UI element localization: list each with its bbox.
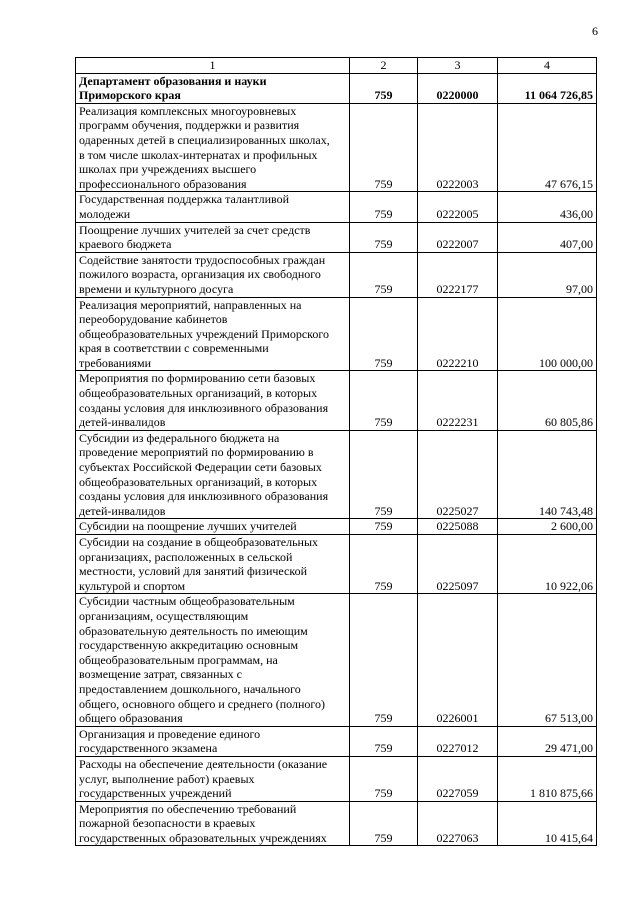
expense-name-cell xyxy=(76,594,350,726)
expense-name-line: профессионального образования xyxy=(79,176,247,191)
department-code-cell: 759 xyxy=(350,192,418,222)
amount-cell: 2 600,00 xyxy=(498,519,597,535)
amount-cell: 10 415,64 xyxy=(498,801,597,846)
expense-name-line: Расходы на обеспечение деятельности (оказание xyxy=(79,756,328,771)
expense-name-line: Мероприятия по формированию сети базовых xyxy=(79,371,316,386)
expense-name-cell xyxy=(76,371,350,430)
department-code-cell: 759 xyxy=(350,430,418,519)
target-article-cell: 0222177 xyxy=(418,252,498,297)
target-article-cell: 0222210 xyxy=(418,297,498,371)
table-body xyxy=(76,73,597,846)
expense-name-cell xyxy=(76,430,350,519)
amount-cell: 47 676,15 xyxy=(498,103,597,192)
expense-name-line: организациям, осуществляющим xyxy=(79,608,249,623)
expense-name-line: Поощрение лучших учителей за счет средств xyxy=(79,222,311,237)
expense-name-line: услуг, выполнение работ) краевых xyxy=(79,771,255,786)
expense-name-cell xyxy=(76,192,350,222)
expense-name-line: Мероприятия по обеспечению требований xyxy=(79,801,297,816)
amount-cell: 1 810 875,66 xyxy=(498,756,597,801)
table-row xyxy=(76,801,597,846)
expense-name-line: государственных образовательных учреждениях xyxy=(79,830,327,845)
expense-name-line: пожарной безопасности в краевых xyxy=(79,816,256,831)
expense-name-line: в том числе школах-интернатах и профильных xyxy=(79,147,318,162)
header-col-1: 1 xyxy=(76,58,350,74)
table-row xyxy=(76,103,597,192)
budget-table xyxy=(75,57,597,846)
expense-name-line: требованиями xyxy=(79,355,152,370)
expense-name-line: государственных учреждений xyxy=(79,786,232,801)
target-article-cell: 0220000 xyxy=(418,73,498,103)
expense-name-cell xyxy=(76,73,350,103)
expense-name-line: Реализация комплексных многоуровневых xyxy=(79,103,297,118)
department-code-cell: 759 xyxy=(350,73,418,103)
expense-name-line: Субсидии частным общеобразовательным xyxy=(79,594,295,609)
expense-name-line: проведение мероприятий по формированию в xyxy=(79,445,314,460)
department-code-cell: 759 xyxy=(350,801,418,846)
amount-cell: 10 922,06 xyxy=(498,535,597,594)
expense-name-line: детей-инвалидов xyxy=(79,503,166,518)
expense-name-line: созданы условия для инклюзивного образования xyxy=(79,489,329,504)
expense-name-line: общеобразовательных организаций, в которых xyxy=(79,386,318,401)
expense-name-line: Реализация мероприятий, направленных на xyxy=(79,297,302,312)
expense-name-line: созданы условия для инклюзивного образования xyxy=(79,400,329,415)
header-col-4: 4 xyxy=(498,58,597,74)
expense-name-line: детей-инвалидов xyxy=(79,415,166,430)
department-code-cell: 759 xyxy=(350,297,418,371)
expense-name-line: Субсидии из федерального бюджета на xyxy=(79,430,280,445)
department-code-cell: 759 xyxy=(350,726,418,756)
expense-name-line: общеобразовательных учреждений Приморского xyxy=(79,326,330,341)
expense-name-line: краевого бюджета xyxy=(79,237,172,252)
header-col-3: 3 xyxy=(418,58,498,74)
expense-name-line: Субсидии на поощрение лучших учителей xyxy=(79,519,297,534)
expense-name-cell xyxy=(76,222,350,252)
target-article-cell: 0225097 xyxy=(418,535,498,594)
table-row xyxy=(76,297,597,371)
expense-name-line: общего образования xyxy=(79,711,183,726)
department-code-cell: 759 xyxy=(350,103,418,192)
expense-name-cell xyxy=(76,535,350,594)
expense-name-line: молодежи xyxy=(79,206,131,221)
department-code-cell: 759 xyxy=(350,371,418,430)
department-code-cell: 759 xyxy=(350,535,418,594)
expense-name-line: Организация и проведение единого xyxy=(79,726,261,741)
expense-name-line: школах при учреждениях высшего xyxy=(79,162,257,177)
expense-name-line: времени и культурного досуга xyxy=(79,281,234,296)
target-article-cell: 0227059 xyxy=(418,756,498,801)
expense-name-cell xyxy=(76,297,350,371)
target-article-cell: 0222231 xyxy=(418,371,498,430)
table-row xyxy=(76,430,597,519)
table-header-row xyxy=(76,58,597,74)
table-row xyxy=(76,726,597,756)
expense-name-cell xyxy=(76,252,350,297)
target-article-cell: 0226001 xyxy=(418,594,498,726)
expense-name-line: Содействие занятости трудоспособных граждан xyxy=(79,252,326,267)
table-row xyxy=(76,252,597,297)
department-code-cell: 759 xyxy=(350,519,418,535)
amount-cell: 60 805,86 xyxy=(498,371,597,430)
department-code-cell: 759 xyxy=(350,756,418,801)
target-article-cell: 0222003 xyxy=(418,103,498,192)
table-row xyxy=(76,519,597,535)
expense-name-line: государственную аккредитацию основным xyxy=(79,638,299,653)
amount-cell: 97,00 xyxy=(498,252,597,297)
target-article-cell: 0225027 xyxy=(418,430,498,519)
target-article-cell: 0227012 xyxy=(418,726,498,756)
amount-cell: 140 743,48 xyxy=(498,430,597,519)
expense-name-line: культурой и спортом xyxy=(79,578,186,593)
expense-name-line: программ обучения, поддержки и развития xyxy=(79,118,300,133)
department-code-cell: 759 xyxy=(350,594,418,726)
amount-cell: 11 064 726,85 xyxy=(498,73,597,103)
expense-name-line: образовательную деятельность по имеющим xyxy=(79,623,308,638)
expense-name-line: государственного экзамена xyxy=(79,741,218,756)
expense-name-line: общеобразовательным программам, на xyxy=(79,652,278,667)
amount-cell: 100 000,00 xyxy=(498,297,597,371)
expense-name-line: одаренных детей в специализированных школах, xyxy=(79,132,330,147)
expense-name-line: предоставлением дошкольного, начального xyxy=(79,681,301,696)
expense-name-cell xyxy=(76,801,350,846)
expense-name-line: Департамент образования и науки xyxy=(79,73,267,88)
expense-name-line: субъектах Российской Федерации сети базовых xyxy=(79,460,322,475)
table-row xyxy=(76,222,597,252)
department-code-cell: 759 xyxy=(350,252,418,297)
amount-cell: 436,00 xyxy=(498,192,597,222)
table-row xyxy=(76,371,597,430)
target-article-cell: 0225088 xyxy=(418,519,498,535)
page-number: 6 xyxy=(592,24,598,38)
target-article-cell: 0222007 xyxy=(418,222,498,252)
target-article-cell: 0222005 xyxy=(418,192,498,222)
expense-name-line: Приморского края xyxy=(79,88,181,103)
expense-name-line: организациях, расположенных в сельской xyxy=(79,549,293,564)
amount-cell: 67 513,00 xyxy=(498,594,597,726)
header-col-2: 2 xyxy=(350,58,418,74)
expense-name-line: края в соответствии с современными xyxy=(79,341,269,356)
expense-name-line: пожилого возраста, организация их свободного xyxy=(79,267,321,282)
expense-name-cell xyxy=(76,103,350,192)
expense-name-cell xyxy=(76,519,350,535)
amount-cell: 407,00 xyxy=(498,222,597,252)
amount-cell: 29 471,00 xyxy=(498,726,597,756)
table-row xyxy=(76,756,597,801)
expense-name-line: общеобразовательных организаций, в которых xyxy=(79,474,318,489)
table-row xyxy=(76,192,597,222)
table-row xyxy=(76,535,597,594)
expense-name-line: Государственная поддержка талантливой xyxy=(79,192,290,207)
expense-name-line: местности, условий для занятий физической xyxy=(79,564,308,579)
table-row xyxy=(76,73,597,103)
expense-name-line: общего, основного общего и среднего (полного) xyxy=(79,696,326,711)
expense-name-line: Субсидии на создание в общеобразовательных xyxy=(79,535,319,549)
expense-name-line: переоборудование кабинетов xyxy=(79,312,228,327)
expense-name-cell xyxy=(76,756,350,801)
department-code-cell: 759 xyxy=(350,222,418,252)
expense-name-cell xyxy=(76,726,350,756)
expense-name-line: возмещение затрат, связанных с xyxy=(79,667,242,682)
table-row xyxy=(76,594,597,726)
target-article-cell: 0227063 xyxy=(418,801,498,846)
